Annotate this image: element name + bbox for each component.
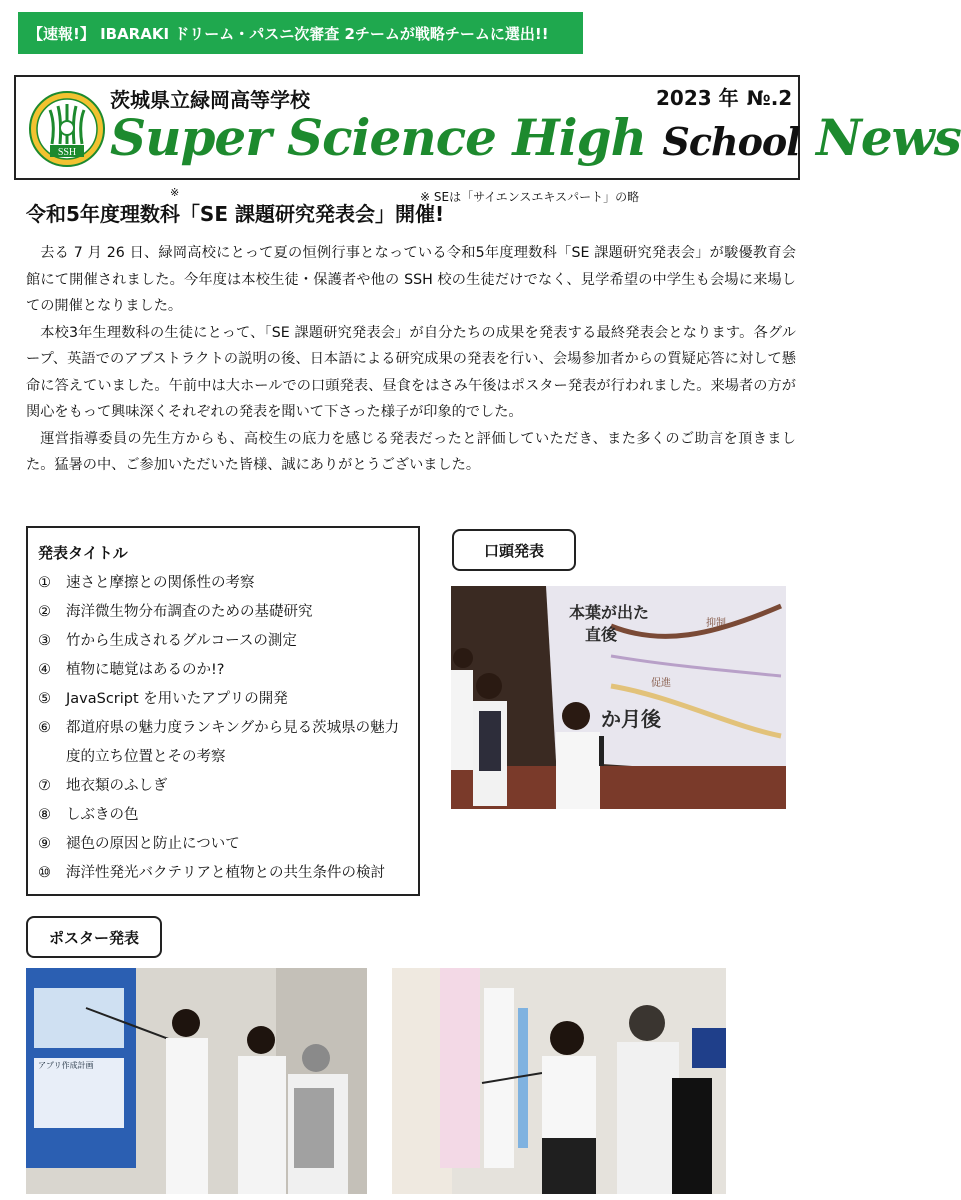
logo-text: SSH bbox=[57, 147, 77, 158]
issue-year: 2023 年 bbox=[656, 86, 739, 110]
oral-presentation-photo bbox=[451, 586, 786, 809]
newsletter-title bbox=[110, 108, 961, 167]
title-news: News bbox=[816, 108, 961, 167]
paragraph: 去る 7 月 26 日、緑岡高校にとって夏の恒例行事となっている令和5年度理数科「SE 課題研究発表会」が駿優教育会館にて開催されました。今年度は本校生徒・保護者や他の SSH 校の生徒だけでなく、見学希望の中学生も会場に来場しての開催となりました。 bbox=[26, 245, 796, 314]
title-super: Super bbox=[110, 108, 271, 167]
list-item: ① 速さと摩擦との関係性の考察 bbox=[38, 575, 255, 591]
presentation-titles-box bbox=[26, 526, 420, 896]
title-school: School bbox=[662, 119, 800, 164]
headline-asterisk: ※ bbox=[170, 186, 180, 199]
school-name: 茨城県立緑岡高等学校 bbox=[110, 88, 310, 112]
list-item: ⑤ JavaScript を用いたアプリの開発 bbox=[38, 691, 288, 707]
breaking-news-banner bbox=[18, 12, 583, 54]
list-item: ③ 竹から生成されるグルコースの測定 bbox=[38, 633, 297, 649]
svg-text:本葉が出た: 本葉が出た bbox=[569, 603, 650, 622]
list-item: ② 海洋微生物分布調査のための基礎研究 bbox=[38, 604, 313, 620]
svg-text:直後: 直後 bbox=[585, 625, 618, 644]
titles-heading: 発表タイトル bbox=[38, 544, 128, 562]
issue-number: №.2 bbox=[746, 86, 793, 110]
footnote-se: ※ SEは「サイエンスエキスパート」の略 bbox=[420, 190, 640, 204]
list-item: ⑧ しぶきの色 bbox=[38, 807, 139, 823]
poster-presentation-label: ポスター発表 bbox=[26, 916, 162, 958]
poster-photo-right bbox=[392, 968, 726, 1194]
poster-photo-left bbox=[26, 968, 367, 1194]
titles-list bbox=[38, 569, 406, 888]
list-item: ⑦ 地衣類のふしぎ bbox=[38, 778, 168, 794]
school-logo bbox=[28, 90, 106, 168]
oral-presentation-label: 口頭発表 bbox=[452, 529, 576, 571]
list-item: ⑨ 褪色の原因と防止について bbox=[38, 836, 240, 852]
paragraph: 本校3年生理数科の生徒にとって、「SE 課題研究発表会」が自分たちの成果を発表する最終発表会となります。各グループ、英語でのアブストラクトの説明の後、日本語による研究成果の発表を行い、会場参加者からの質疑応答に対して懸命に答えていました。午前中は大ホールでの口頭発表、昼食をはさみ午後はポスター発表が行われました。来場者の方が関心をもって興味深くそれぞれの発表を聞いて下さった様子が印象的でした。 bbox=[26, 324, 796, 420]
list-item: ⑥ 都道府県の魅力度ランキングから見る茨城県の魅力度的立ち位置とその考察 bbox=[38, 720, 400, 765]
list-item: ④ 植物に聴覚はあるのか!? bbox=[38, 662, 225, 678]
banner-text: 【速報!】 IBARAKI ドリーム・パスニ次審査 2チームが戦略チームに選出!! bbox=[28, 24, 549, 43]
list-item: ⑩ 海洋性発光バクテリアと植物との共生条件の検討 bbox=[38, 865, 385, 881]
article-headline: 令和5年度理数科「SE 課題研究発表会」開催! bbox=[26, 202, 445, 226]
title-science: Science bbox=[287, 108, 496, 167]
svg-text:抑制: 抑制 bbox=[706, 618, 726, 629]
svg-text:アプリ作成計画: アプリ作成計画 bbox=[38, 1061, 94, 1070]
article-body bbox=[26, 240, 796, 479]
title-high: High bbox=[512, 108, 646, 167]
issue-info bbox=[656, 82, 800, 111]
svg-text:か月後: か月後 bbox=[601, 707, 661, 731]
paragraph: 運営指導委員の先生方からも、高校生の底力を感じる発表だったと評価していただき、また多くのご助言を頂きました。猛暑の中、ご参加いただいた皆様、誠にありがとうございました。 bbox=[26, 430, 796, 473]
svg-text:促進: 促進 bbox=[651, 678, 671, 689]
